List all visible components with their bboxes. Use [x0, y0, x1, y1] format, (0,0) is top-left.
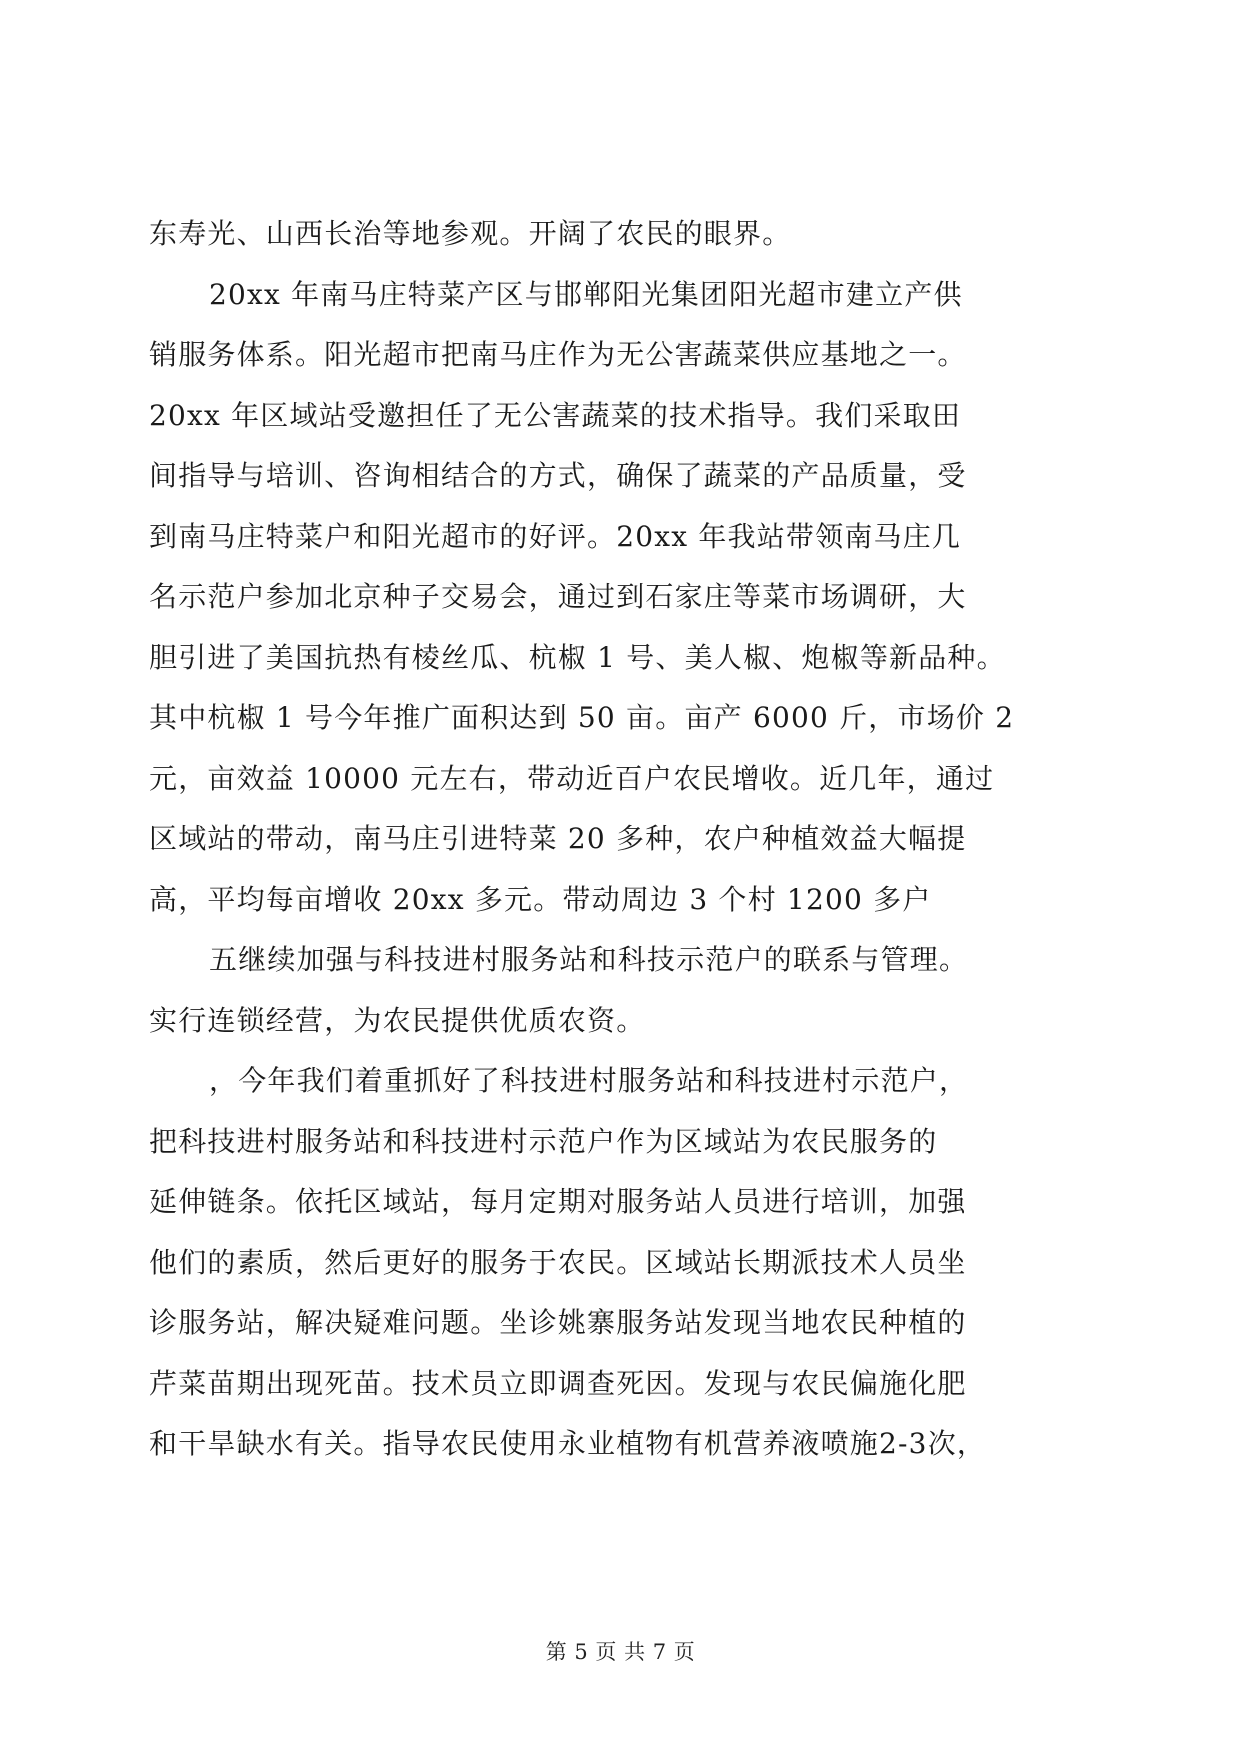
text-line: 高，平均每亩增收 20xx 多元。带动周边 3 个村 1200 多户	[149, 882, 932, 916]
text-line: 销服务体系。阳光超市把南马庄作为无公害蔬菜供应基地之一。	[149, 338, 967, 371]
text-line: 芹菜苗期出现死苗。技术员立即调查死因。发现与农民偏施化肥	[149, 1366, 967, 1400]
document-body	[149, 204, 1089, 1475]
text-line: 东寿光、山西长治等地参观。开阔了农民的眼界。	[149, 217, 792, 250]
text-line: 间指导与培训、咨询相结合的方式，确保了蔬菜的产品质量，受	[149, 459, 967, 492]
text-line: 区域站的带动，南马庄引进特菜 20 多种，农户种植效益大幅提	[149, 822, 967, 855]
text-line: 五继续加强与科技进村服务站和科技示范户的联系与管理。	[209, 943, 969, 976]
text-line: 到南马庄特菜户和阳光超市的好评。20xx 年我站带领南马庄几	[149, 519, 962, 553]
page-number: 第 5 页 共 7 页	[545, 1640, 696, 1664]
text-line: 元，亩效益 10000 元左右，带动近百户农民增收。近几年，通过	[149, 761, 995, 795]
text-line: 20xx 年区域站受邀担任了无公害蔬菜的技术指导。我们采取田	[149, 398, 962, 432]
text-line: 诊服务站，解决疑难问题。坐诊姚寨服务站发现当地农民种植的	[149, 1306, 967, 1339]
text-line: 实行连锁经营，为农民提供优质农资。	[149, 1003, 646, 1037]
page-footer	[0, 1636, 1241, 1666]
text-line: 名示范户参加北京种子交易会，通过到石家庄等菜市场调研，大	[149, 580, 967, 613]
text-line: 胆引进了美国抗热有棱丝瓜、杭椒 1 号、美人椒、炮椒等新品种。	[149, 640, 1006, 674]
text-line: ，今年我们着重抓好了科技进村服务站和科技进村示范户，	[209, 1064, 969, 1097]
text-line: 延伸链条。依托区域站，每月定期对服务站人员进行培训，加强	[149, 1185, 967, 1218]
text-line: 20xx 年南马庄特菜产区与邯郸阳光集团阳光超市建立产供	[209, 277, 963, 311]
text-line: 他们的素质，然后更好的服务于农民。区域站长期派技术人员坐	[149, 1245, 967, 1279]
text-line: 把科技进村服务站和科技进村示范户作为区域站为农民服务的	[149, 1124, 938, 1158]
text-line: 其中杭椒 1 号今年推广面积达到 50 亩。亩产 6000 斤，市场价 2	[149, 701, 1015, 734]
text-line: 和干旱缺水有关。指导农民使用永业植物有机营养液喷施2-3次，	[149, 1427, 987, 1460]
